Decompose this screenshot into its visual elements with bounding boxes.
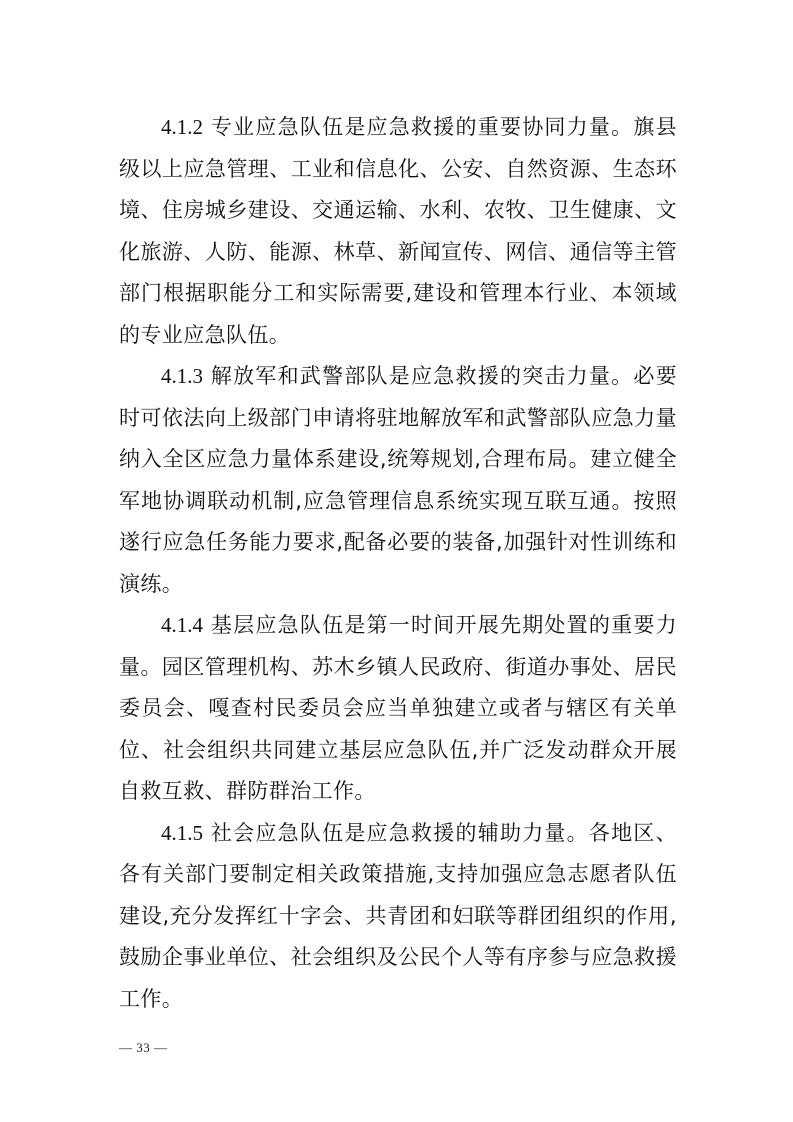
paragraph-4-1-2: [119, 107, 677, 356]
page-number: — 33 —: [119, 1040, 168, 1055]
paragraph-text: 解放军和武警部队是应急救援的突击力量。必要时可依法向上级部门申请将驻地解放军和武警部队应急力量纳入全区应急力量体系建设,统筹规划,合理布局。建立健全军地协调联动机制,应急管理信息系统实现互联互通。按照遂行应急任务能力要求,配备必要的装备,加强针对性训练和演练。: [119, 364, 678, 596]
section-number: 4.1.5: [161, 820, 203, 845]
paragraph-4-1-5: [119, 813, 677, 1021]
paragraph-4-1-3: [119, 356, 677, 605]
paragraph-text: 社会应急队伍是应急救援的辅助力量。各地区、各有关部门要制定相关政策措施,支持加强应急志愿者队伍建设,充分发挥红十字会、共青团和妇联等群团组织的作用,鼓励企事业单位、社会组织及公民个人等有序参与应急救援工作。: [119, 820, 678, 1011]
section-number: 4.1.3: [161, 364, 203, 388]
document-body: [119, 107, 677, 1020]
paragraph-text: 专业应急队伍是应急救援的重要协同力量。旗县级以上应急管理、工业和信息化、公安、自然资源、生态环境、住房城乡建设、交通运输、水利、农牧、卫生健康、文化旅游、人防、能源、林草、新闻宣传、网信、通信等主管部门根据职能分工和实际需要,建设和管理本行业、本领域的专业应急队伍。: [119, 115, 678, 347]
paragraph-4-1-4: [119, 605, 677, 813]
section-number: 4.1.4: [161, 613, 203, 637]
section-number: 4.1.2: [161, 115, 203, 139]
paragraph-text: 基层应急队伍是第一时间开展先期处置的重要力量。园区管理机构、苏木乡镇人民政府、街道办事处、居民委员会、嘎查村民委员会应当单独建立或者与辖区有关单位、社会组织共同建立基层应急队伍,并广泛发动群众开展自救互救、群防群治工作。: [119, 613, 678, 803]
